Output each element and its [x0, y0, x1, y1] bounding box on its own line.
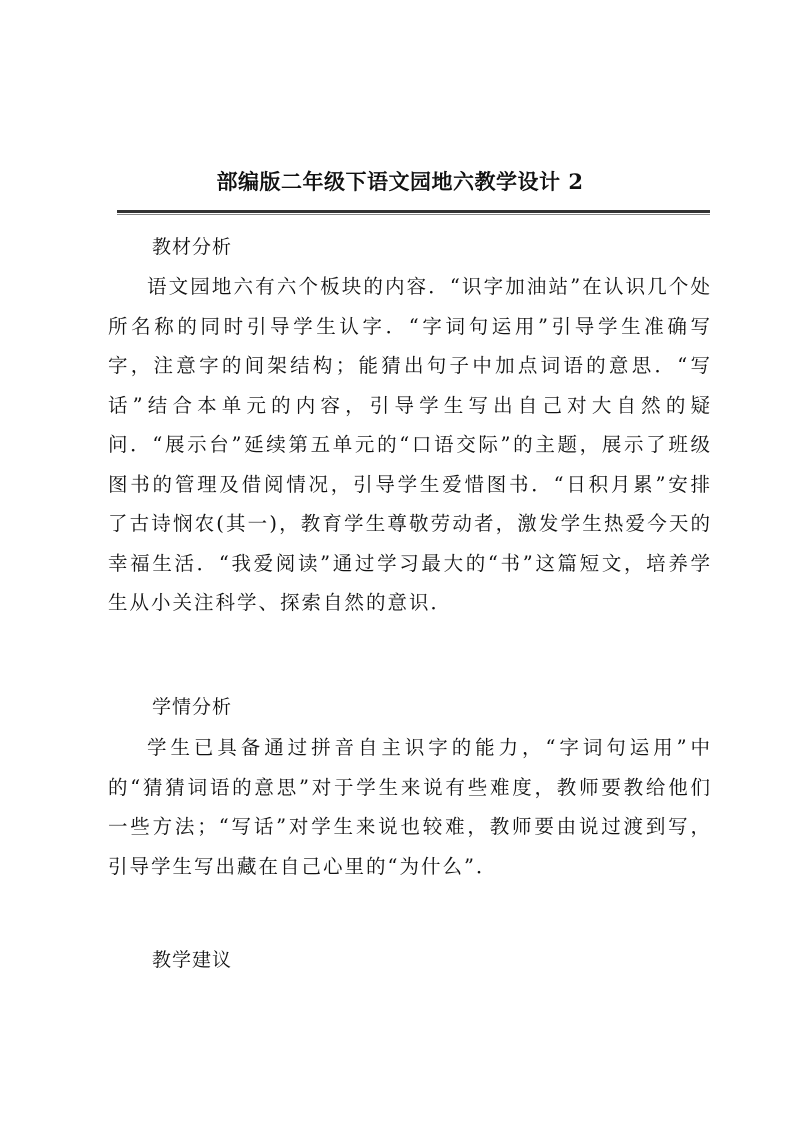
section-heading-teaching-suggestions: 教学建议 — [152, 949, 233, 971]
title-divider — [117, 210, 710, 213]
paragraph-student-analysis: 学生已具备通过拼音自主识字的能力，“字词句运用”中的“猜猜词语的意思”对于学生来说有些难度，教师要教给他们一些方法；“写话”对学生来说也较难，教师要由说过渡到写，引导学生写出藏在自己心里的“为什么”． — [108, 736, 712, 878]
section-heading-student-analysis: 学情分析 — [152, 696, 233, 718]
document-title: 部编版二年级下语文园地六教学设计 2 — [216, 169, 584, 194]
section-heading-textbook-analysis: 教材分析 — [152, 236, 233, 258]
paragraph-textbook-analysis: 语文园地六有六个板块的内容．“识字加油站”在认识几个处所名称的同时引导学生认字．“字词句运用”引导学生准确写字，注意字的间架结构；能猜出句子中加点词语的意思．“写话”结合本单元的内容，引导学生写出自己对大自然的疑问．“展示台”延续第五单元的“口语交际”的主题，展示了班级图书的管理及借阅情况，引导学生爱惜图书．“日积月累”安排了古诗悯农(其一)，教育学生尊敬劳动者，激发学生热爱今天的幸福生活．“我爱阅读”通过学习最大的“书”这篇短文，培养学生从小关注科学、探索自然的意识． — [108, 275, 712, 614]
